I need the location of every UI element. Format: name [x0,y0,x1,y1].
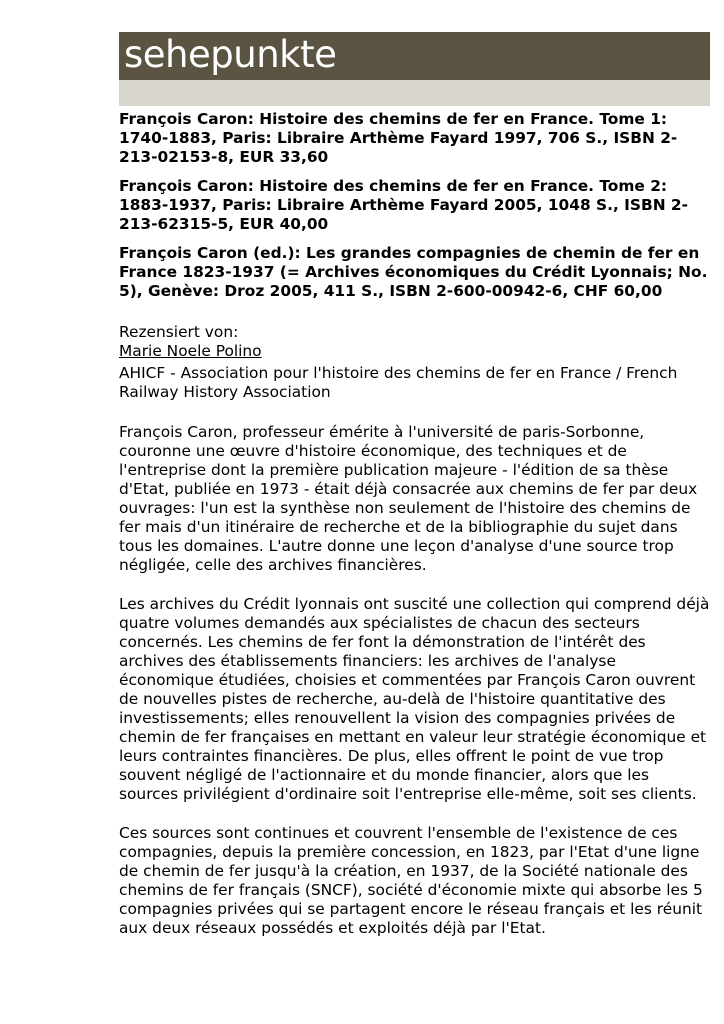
logo-bar [119,32,710,80]
review-paragraph-3: Ces sources sont continues et couvrent l'ensemble de l'existence de ces compagnies, depuis la première concession, en 1823, par l'Etat d'une ligne de chemin de fer jusqu'à la création, en 1937, de la Société nationale des chemins de fer français (SNCF), société d'économie mixte qui absorbe les 5 compagnies privées qui se partagent encore le réseau français et les réunit aux deux réseaux possédés et exploités déjà par l'Etat. [119,824,703,937]
book-citation-3: François Caron (ed.): Les grandes compagnies de chemin de fer en France 1823-1937 (= Archives économiques du Crédit Lyonnais; No. 5), Genève: Droz 2005, 411 S., ISBN 2-600-00942-6, CHF 60,00 [119,244,708,300]
book-citation-2: François Caron: Histoire des chemins de fer en France. Tome 2: 1883-1937, Paris: Libraire Arthème Fayard 2005, 1048 S., ISBN 2-213-62315-5, EUR 40,00 [119,177,689,233]
reviewer-block [119,323,711,402]
header-banner [119,32,710,106]
reviewer-label: Rezensiert von: [119,323,239,341]
review-paragraph-2: Les archives du Crédit lyonnais ont suscité une collection qui comprend déjà quatre volumes demandés aux spécialistes de chacun des secteurs concernés. Les chemins de fer font la démonstration de l'intérêt des archives des établissements financiers: les archives de l'analyse économique étudiées, choisies et commentées par François Caron ouvrent de nouvelles pistes de recherche, au-delà de l'histoire quantitative des investissements; elles renouvellent la vision des compagnies privées de chemin de fer françaises en mettant en valeur leur stratégie économique et leurs contraintes financières. De plus, elles offrent le point de vue trop souvent négligé de l'actionnaire et du monde financier, alors que les sources privilégient d'ordinaire soit l'entreprise elle-même, soit ses clients. [119,595,710,803]
reviewer-name-link[interactable]: Marie Noele Polino [119,342,262,360]
review-content [119,110,711,938]
site-logo[interactable]: sehepunkte [124,33,337,76]
reviewer-affiliation: AHICF - Association pour l'histoire des chemins de fer en France / French Railway History Association [119,364,678,401]
review-paragraph-1: François Caron, professeur émérite à l'université de paris-Sorbonne, couronne une œuvre d'histoire économique, des techniques et de l'entreprise dont la première publication majeure - l'édition de sa thèse d'Etat, publiée en 1973 - était déjà consacrée aux chemins de fer par deux ouvrages: l'un est la synthèse non seulement de l'histoire des chemins de fer mais d'un itinéraire de recherche et de la bibliographie du sujet dans tous les domaines. L'autre donne une leçon d'analyse d'une source trop négligée, celle des archives financières. [119,423,698,574]
book-citation-1: François Caron: Histoire des chemins de fer en France. Tome 1: 1740-1883, Paris: Libraire Arthème Fayard 1997, 706 S., ISBN 2-213-02153-8, EUR 33,60 [119,110,678,166]
